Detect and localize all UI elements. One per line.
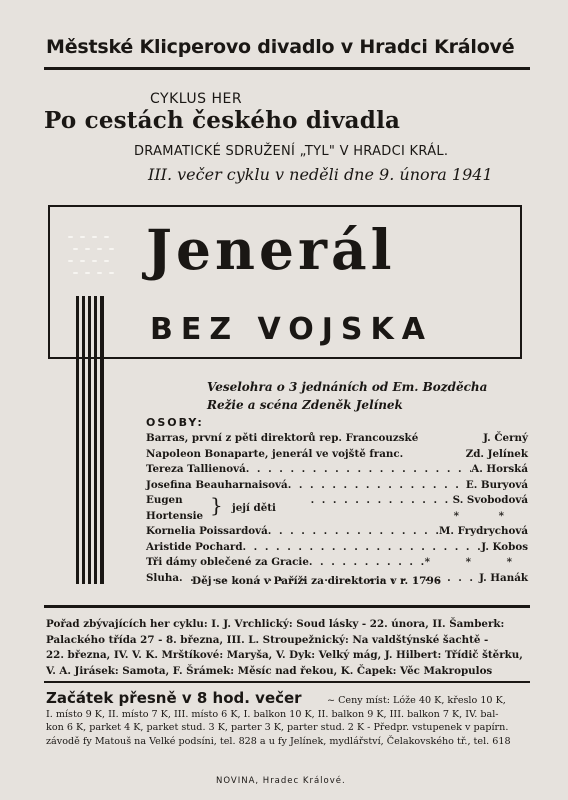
column-ornament	[76, 296, 106, 584]
dot-mark	[104, 236, 109, 238]
dot-ornament	[68, 236, 116, 286]
repertoire-line: Pořad zbývajících her cyklu: I. J. Vrchlický: Soud lásky - 22. února, II. Šamberk:	[46, 618, 505, 630]
printer-credit: NOVINA, Hradec Králové.	[216, 776, 346, 786]
cycle-label: CYKLUS HER	[150, 91, 243, 107]
setting-note: Děj se koná v Paříži za direktoria v r. 1796	[192, 575, 442, 587]
dot-mark	[109, 272, 114, 274]
start-time: Začátek přesně v 8 hod. večer	[46, 689, 302, 707]
dot-mark	[109, 248, 114, 250]
price-line: I. místo 9 K, II. místo 7 K, III. místo 6 K, I. balkon 10 K, II. balkon 9 K, III. balkon 7 K, IV. bal-	[46, 708, 499, 720]
cast-row: Josefina Beauharnaisová . . . E. Buryová	[146, 479, 528, 495]
cast-row: Barras, první z pěti direktorů rep. Francouzské J. Černý	[146, 432, 528, 444]
cast-row: Napoleon Bonaparte, jenerál ve vojště franc. Zd. Jelínek	[146, 447, 528, 460]
play-title: Jenerál	[146, 217, 396, 282]
dot-mark	[73, 248, 78, 250]
repertoire-line: Palackého třída 27 - 8. března, III. L. Stroupežnický: Na valdštýnské šachtě -	[46, 633, 489, 646]
dot-mark	[68, 236, 73, 238]
brace: }	[210, 493, 223, 517]
dot-mark	[80, 236, 85, 238]
price-line: kon 6 K, parket 4 K, parket stud. 3 K, parter 3 K, parter stud. 2 K - Předpr. vstupenek v papírn.	[46, 722, 509, 733]
price-line: závodě fy Matouš na Velké podsíni, tel. 828 a u fy Jelínek, mydlářství, Čelakovského tř., tel. 618	[46, 735, 511, 747]
price-line: ~ Ceny míst: Lóže 40 K, křeslo 10 K,	[327, 695, 506, 706]
lower-rule	[44, 681, 530, 683]
dot-mark	[85, 248, 90, 250]
dot-mark	[97, 248, 102, 250]
theatre-name: Městské Klicperovo divadlo v Hradci Králové	[46, 36, 515, 58]
dot-mark	[97, 272, 102, 274]
play-subtitle: BEZ VOJSKA	[150, 312, 433, 347]
dot-mark	[80, 260, 85, 262]
dot-mark	[73, 272, 78, 274]
repertoire-line: 22. března, IV. V. K. Mrštíkové: Maryša, V. Dyk: Velký mág, J. Hilbert: Třídič štěrku,	[46, 649, 523, 661]
cast-row: Hortensie * *	[146, 509, 522, 522]
repertoire-block	[46, 617, 530, 679]
society-name: DRAMATICKÉ SDRUŽENÍ „TYL" V HRADCI KRÁL.	[134, 144, 449, 159]
siblings-note: její děti	[232, 502, 276, 514]
cast-row: Kornelia Poissardová . . . M. Frydrychová	[146, 525, 528, 541]
cast-row: Sluha . . . J. Hanák	[146, 572, 528, 588]
cast-row: Tři dámy oblečené za Gracie . . . * * *	[146, 556, 528, 572]
play-genre: Veselohra o 3 jednáních od Em. Bozděcha	[207, 380, 488, 394]
dot-mark	[92, 260, 97, 262]
dot-mark	[104, 260, 109, 262]
cast-row: Aristide Pochard . . . J. Kobos	[146, 541, 528, 557]
cast-list	[146, 432, 528, 587]
evening-date: III. večer cyklu v neděli dne 9. února 1941	[148, 165, 493, 184]
top-rule	[44, 67, 530, 70]
price-block	[46, 694, 530, 748]
repertoire-line: V. A. Jirásek: Samota, F. Šrámek: Měsíc nad řekou, K. Čapek: Věc Makropulos	[46, 664, 493, 677]
play-direction: Režie a scéna Zdeněk Jelínek	[207, 398, 403, 412]
dot-mark	[85, 272, 90, 274]
cast-row: Tereza Tallienová . . . A. Horská	[146, 463, 528, 479]
middle-rule	[44, 605, 530, 608]
cast-heading: OSOBY:	[146, 416, 204, 429]
dot-mark	[68, 260, 73, 262]
cast-row: Eugen } její děti . . . S. Svobodová	[146, 494, 528, 510]
series-title: Po cestách českého divadla	[44, 107, 401, 134]
dot-mark	[92, 236, 97, 238]
